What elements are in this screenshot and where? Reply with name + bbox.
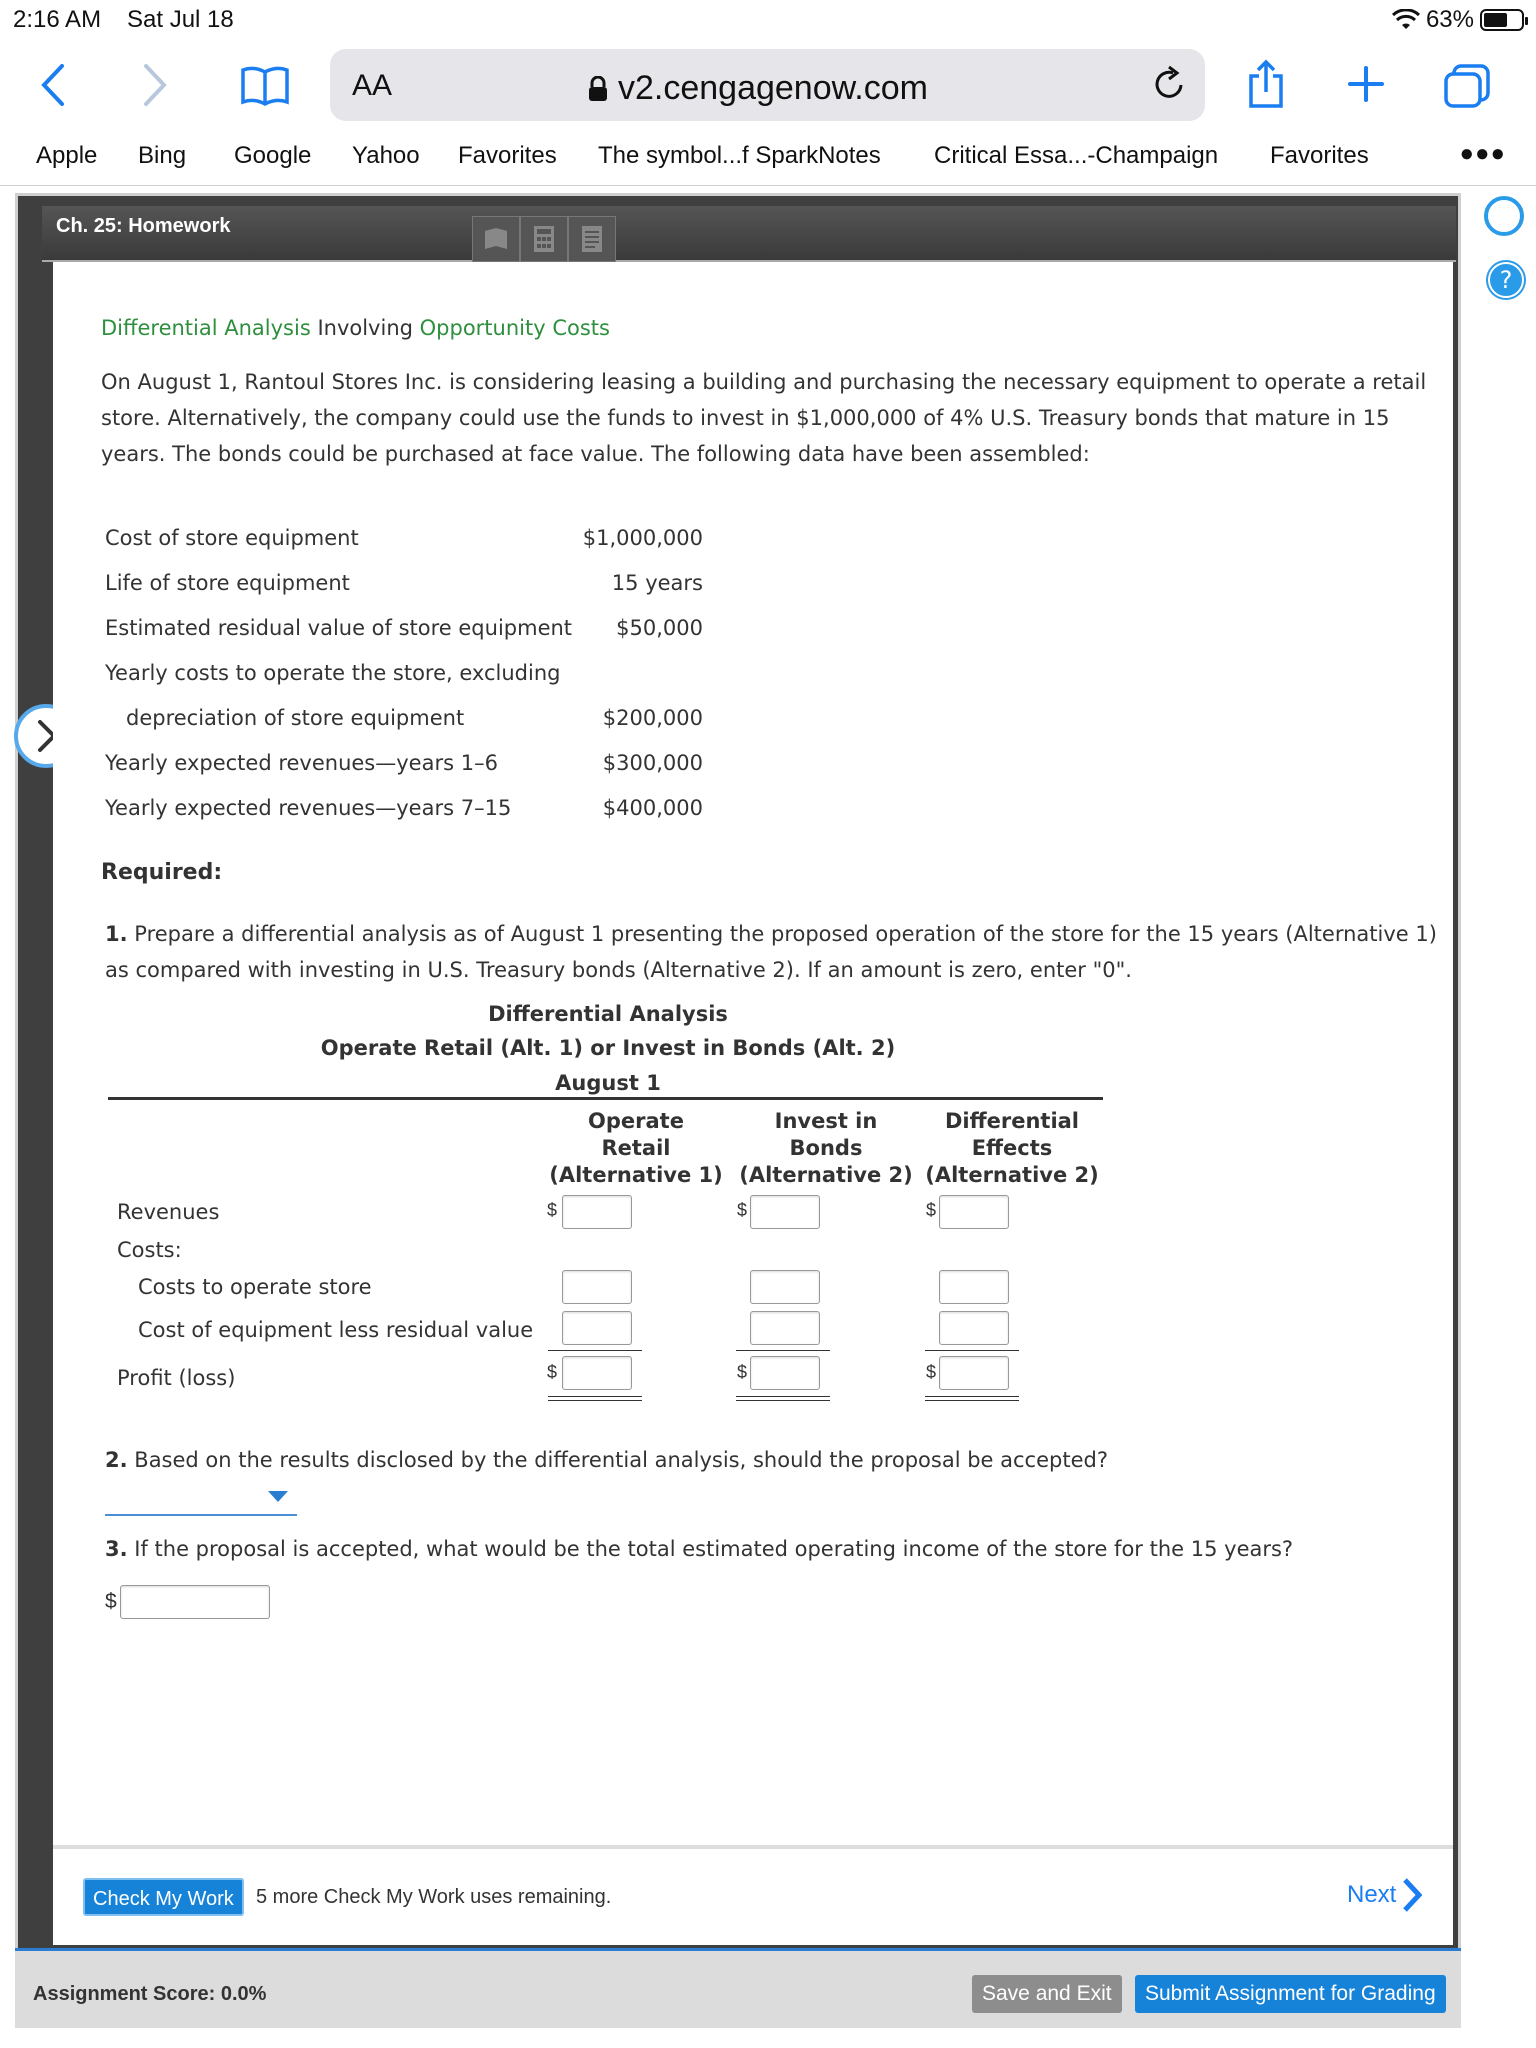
total-double-rule: [548, 1396, 642, 1397]
diff-revenues-input[interactable]: [939, 1195, 1009, 1229]
col-header-line: Retail: [601, 1136, 671, 1160]
alt1-profit-input[interactable]: [562, 1356, 632, 1390]
wifi-icon: [1392, 9, 1420, 31]
check-uses-remaining: 5 more Check My Work uses remaining.: [256, 1886, 612, 1908]
next-label: Next: [1347, 1881, 1397, 1908]
favorite-critical-essay[interactable]: Critical Essa...-Champaign: [934, 142, 1219, 169]
data-label: depreciation of store equipment: [126, 706, 465, 730]
question-1-number: 1.: [105, 922, 128, 946]
data-label: Estimated residual value of store equipment: [105, 616, 573, 640]
currency-symbol: $: [105, 1590, 117, 1613]
currency-symbol: $: [926, 1362, 937, 1382]
col-header-alt2: [733, 1108, 919, 1189]
save-and-exit-button[interactable]: Save and Exit: [972, 1975, 1122, 2013]
col-header-line: (Alternative 2): [739, 1163, 913, 1187]
problem-title-connector: Involving: [310, 316, 420, 340]
lock-icon: [588, 76, 608, 102]
next-button[interactable]: [1347, 1878, 1422, 1912]
problem-intro: On August 1, Rantoul Stores Inc. is considering leasing a building and purchasing the necessary equipment to operate a retail store. Alternatively, the company could use the funds to invest in $1,000,000 of 4% U.S. Treasury bonds that mature in 15 years. The bonds could be purchased at face value. The following data have been assembled:: [101, 370, 1427, 466]
battery-icon: [1480, 9, 1524, 31]
frame-title: Ch. 25: Homework: [56, 215, 231, 237]
total-double-rule: [925, 1400, 1019, 1401]
new-tab-icon[interactable]: [1346, 64, 1386, 104]
col-header-line: Effects: [971, 1136, 1053, 1160]
alt1-costs-operate-input[interactable]: [562, 1270, 632, 1304]
subtotal-rule: [925, 1350, 1019, 1351]
subtotal-rule: [736, 1350, 830, 1351]
currency-symbol: $: [737, 1200, 748, 1220]
data-label: Yearly costs to operate the store, excluding: [105, 661, 561, 685]
back-icon[interactable]: [38, 62, 68, 108]
question-1-text: Prepare a differential analysis as of August 1 presenting the proposed operation of the store for the 15 years (Alternative 1) as compared with investing in U.S. Treasury bonds (Alternative 2). If an amount is zero, enter "0".: [105, 922, 1437, 982]
opportunity-costs-link[interactable]: Opportunity Costs: [419, 316, 610, 340]
calculator-icon[interactable]: [520, 216, 568, 262]
data-label: Life of store equipment: [105, 571, 350, 595]
alt2-profit-input[interactable]: [750, 1356, 820, 1390]
subtotal-rule: [548, 1350, 642, 1351]
notes-icon[interactable]: [568, 216, 616, 262]
header-tools: [472, 216, 616, 262]
question-1: [105, 916, 1445, 988]
check-my-work-button[interactable]: Check My Work: [83, 1878, 244, 1916]
forward-icon[interactable]: [140, 62, 170, 108]
favorite-google[interactable]: Google: [234, 142, 312, 169]
col-header-line: Differential: [944, 1109, 1080, 1133]
data-value: $200,000: [602, 706, 703, 730]
help-icon[interactable]: ?: [1488, 262, 1524, 298]
more-icon[interactable]: ●●●: [1459, 140, 1506, 167]
data-value: 15 years: [611, 571, 703, 595]
share-icon[interactable]: [1246, 58, 1286, 110]
diff-profit-input[interactable]: [939, 1356, 1009, 1390]
headset-support-icon[interactable]: [1484, 196, 1524, 236]
differential-analysis-link[interactable]: Differential Analysis: [101, 316, 311, 340]
assignment-footer: [15, 1948, 1461, 2028]
favorite-apple[interactable]: Apple: [36, 142, 98, 169]
required-heading: Required:: [101, 860, 223, 885]
problem-title: [101, 316, 610, 340]
address-bar[interactable]: [330, 49, 1205, 121]
question-2-number: 2.: [105, 1448, 128, 1472]
col-header-alt1: [540, 1108, 732, 1189]
data-label: Cost of store equipment: [105, 526, 359, 550]
col-header-line: Invest in: [774, 1109, 878, 1133]
reload-icon[interactable]: [1151, 65, 1187, 103]
status-time: 2:16 AM: [13, 6, 102, 33]
data-value: $400,000: [602, 796, 703, 820]
currency-symbol: $: [547, 1200, 558, 1220]
total-double-rule: [736, 1396, 830, 1397]
data-label: Yearly expected revenues—years 1–6: [105, 751, 498, 775]
question-3-number: 3.: [105, 1537, 128, 1561]
favorite-bing[interactable]: Bing: [138, 142, 187, 169]
question-3: [105, 1537, 1445, 1561]
tabs-icon[interactable]: [1442, 62, 1492, 110]
data-value: $50,000: [616, 616, 703, 640]
favorite-favorites-2[interactable]: Favorites: [1270, 142, 1369, 169]
diff-cost-equipment-input[interactable]: [939, 1311, 1009, 1345]
status-date: Sat Jul 18: [127, 6, 234, 33]
table-title: Differential Analysis: [488, 1002, 728, 1026]
question-2-text: Based on the results disclosed by the differential analysis, should the proposal be accepted?: [134, 1448, 1108, 1472]
currency-symbol: $: [737, 1362, 748, 1382]
battery-percent: 63%: [1425, 6, 1474, 33]
alt2-cost-equipment-input[interactable]: [750, 1311, 820, 1345]
assignment-score: Assignment Score: 0.0%: [33, 1983, 267, 2005]
data-label: Yearly expected revenues—years 7–15: [105, 796, 512, 820]
browser-toolbar: [0, 40, 1536, 130]
data-value: $300,000: [602, 751, 703, 775]
operating-income-input[interactable]: [120, 1585, 270, 1619]
row-costs-operate: Costs to operate store: [138, 1275, 372, 1299]
total-double-rule: [925, 1396, 1019, 1397]
table-header-rule: [108, 1097, 1103, 1100]
chevron-right-icon: [1402, 1878, 1422, 1912]
accept-proposal-dropdown[interactable]: [105, 1484, 297, 1516]
url-text: v2.cengagenow.com: [618, 69, 928, 107]
status-bar: [0, 0, 1536, 40]
table-subtitle: Operate Retail (Alt. 1) or Invest in Bonds (Alt. 2): [320, 1036, 896, 1060]
col-header-differential: [920, 1108, 1104, 1189]
favorite-sparknotes[interactable]: The symbol...f SparkNotes: [598, 142, 881, 169]
col-header-line: (Alternative 2): [925, 1163, 1099, 1187]
frame-header: [42, 206, 1456, 262]
favorite-favorites[interactable]: Favorites: [458, 142, 557, 169]
total-double-rule: [548, 1400, 642, 1401]
question-3-text: If the proposal is accepted, what would be the total estimated operating income of the store for the 15 years?: [134, 1537, 1294, 1561]
row-revenues: Revenues: [117, 1200, 220, 1224]
favorites-bar: [0, 130, 1536, 186]
total-double-rule: [736, 1400, 830, 1401]
url-display[interactable]: [588, 69, 928, 108]
favorite-yahoo[interactable]: Yahoo: [352, 142, 420, 169]
col-header-line: Operate: [588, 1109, 684, 1133]
col-header-line: Bonds: [789, 1136, 863, 1160]
diff-costs-operate-input[interactable]: [939, 1270, 1009, 1304]
alt1-cost-equipment-input[interactable]: [562, 1311, 632, 1345]
alt1-revenues-input[interactable]: [562, 1195, 632, 1229]
row-cost-equipment: Cost of equipment less residual value: [138, 1318, 534, 1342]
col-header-line: (Alternative 1): [549, 1163, 723, 1187]
row-costs: Costs:: [117, 1238, 182, 1262]
alt2-costs-operate-input[interactable]: [750, 1270, 820, 1304]
reader-text-size[interactable]: AA: [352, 69, 393, 102]
ebook-icon[interactable]: [472, 216, 520, 262]
chevron-down-icon: [267, 1490, 289, 1504]
alt2-revenues-input[interactable]: [750, 1195, 820, 1229]
currency-symbol: $: [547, 1362, 558, 1382]
bookmarks-icon[interactable]: [240, 66, 290, 106]
submit-assignment-button[interactable]: Submit Assignment for Grading: [1135, 1975, 1446, 2013]
row-profit: Profit (loss): [117, 1366, 236, 1390]
question-2: [105, 1448, 1445, 1472]
status-right: [1392, 6, 1524, 34]
currency-symbol: $: [926, 1200, 937, 1220]
data-value: $1,000,000: [582, 526, 703, 550]
table-date: August 1: [555, 1071, 661, 1095]
